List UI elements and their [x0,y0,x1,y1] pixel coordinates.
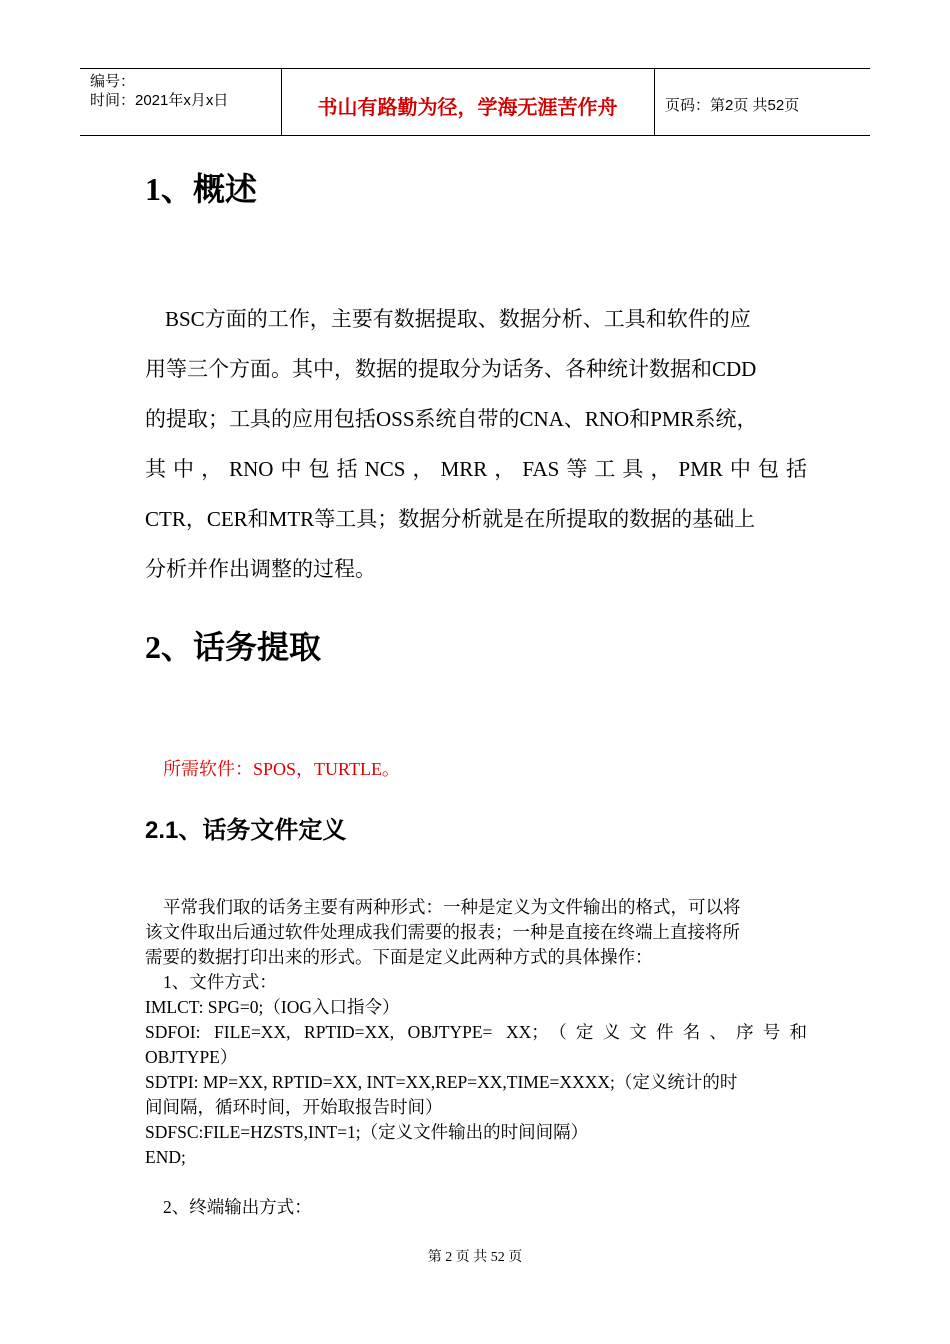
body-line: SDFSC:FILE=HZSTS,INT=1;（定义文件输出的时间间隔） [145,1122,589,1142]
paragraph-line: 用等三个方面。其中，数据的提取分为话务、各种统计数据和CDD [145,357,757,381]
body-line: SDFOI: FILE=XX, RPTID=XX, OBJTYPE= XX；（定义文件名、序号和 [145,1022,807,1042]
blank-line [145,1170,807,1195]
paragraph-line: CTR，CER和MTR等工具；数据分析就是在所提取的数据的基础上 [145,507,756,531]
paragraph-line: 其中，RNO中包括NCS，MRR，FAS等工具，PMR中包括 [145,457,807,481]
header-page-cell [655,69,870,135]
required-software-note: 所需软件：SPOS，TURTLE。 [163,759,400,779]
page-header [80,68,870,136]
header-info-cell [80,69,282,135]
section-1-paragraph [145,294,807,594]
body-line: OBJTYPE） [145,1047,238,1067]
body-line: 间间隔，循环时间，开始取报告时间） [145,1097,443,1117]
body-line: END; [145,1147,186,1167]
paragraph-line: 的提取；工具的应用包括OSS系统自带的CNA、RNO和PMR系统， [145,407,758,431]
section-1-heading: 1、概述 [145,171,258,207]
paragraph-line: 分析并作出调整的过程。 [145,557,376,581]
header-motto: 书山有路勤为径，学海无涯苦作舟 [317,97,618,119]
number-label: 编号： [90,73,136,90]
paragraph-line: BSC方面的工作，主要有数据提取、数据分析、工具和软件的应 [165,307,751,331]
section-2-heading: 2、话务提取 [145,629,322,665]
body-line: IMLCT: SPG=0;（IOG入口指令） [145,997,400,1017]
header-page-info: 页码：第2页 共52页 [665,97,800,114]
body-line: 平常我们取的话务主要有两种形式：一种是定义为文件输出的格式，可以将 [163,897,741,917]
body-line: 该文件取出后通过软件处理成我们需要的报表；一种是直接在终端上直接将所 [145,922,740,942]
section-2-1-body [145,895,807,1220]
body-line: 2、终端输出方式： [163,1197,312,1217]
body-line: 1、文件方式： [163,972,277,992]
body-line: SDTPI: MP=XX, RPTID=XX, INT=XX,REP=XX,TIME=XXXX;（定义统计的时 [145,1072,738,1092]
header-motto-cell [281,69,655,135]
section-2-1-heading: 2.1、话务文件定义 [145,817,347,844]
body-line: 需要的数据打印出来的形式。下面是定义此两种方式的具体操作： [145,947,653,967]
page-footer: 第 2 页 共 52 页 [427,1250,523,1265]
date-label: 时间：2021年x月x日 [90,92,229,109]
